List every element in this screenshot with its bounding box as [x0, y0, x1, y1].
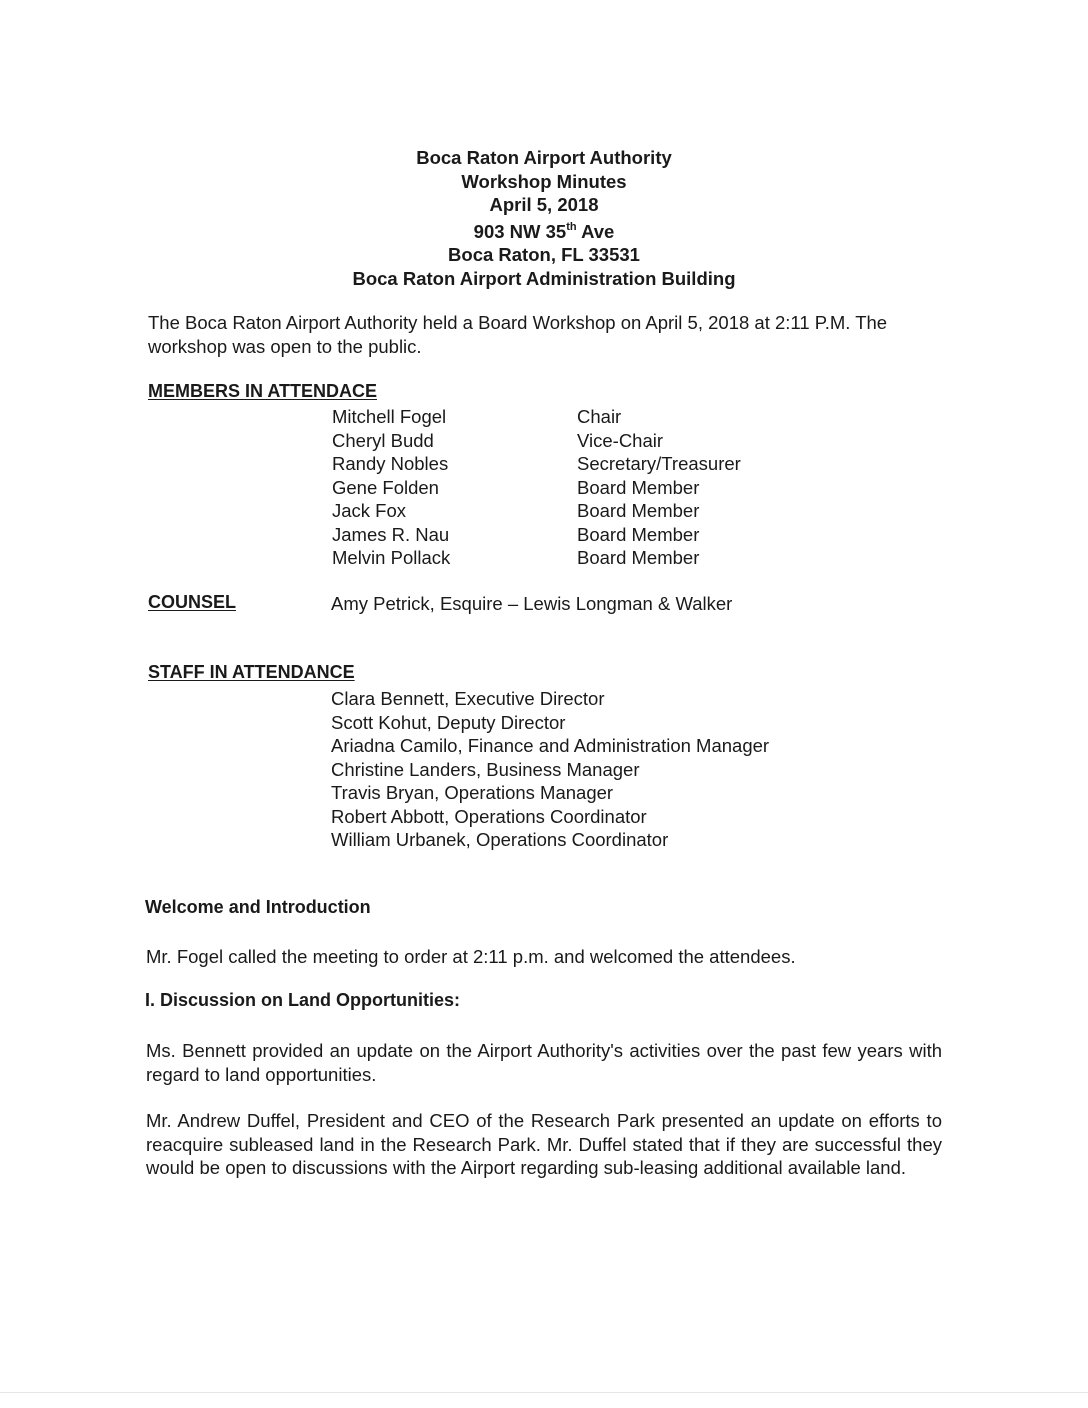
- welcome-heading: Welcome and Introduction: [145, 897, 371, 917]
- member-name: Melvin Pollack: [332, 547, 451, 568]
- document-header: [0, 146, 1088, 290]
- member-row: [332, 429, 832, 453]
- staff-item: Clara Bennett, Executive Director: [331, 688, 605, 709]
- page-bottom-divider: [0, 1392, 1088, 1393]
- header-address-main: 903 NW 35: [473, 220, 567, 242]
- header-address-sup: th: [566, 220, 577, 233]
- header-address: [0, 217, 1088, 244]
- header-organization: Boca Raton Airport Authority: [416, 147, 672, 168]
- welcome-paragraph: Mr. Fogel called the meeting to order at 2:11 p.m. and welcomed the attendees.: [146, 946, 796, 967]
- staff-item: William Urbanek, Operations Coordinator: [331, 829, 669, 850]
- member-role: Board Member: [577, 523, 700, 545]
- member-row: [332, 452, 832, 476]
- staff-item: Ariadna Camilo, Finance and Administration Manager: [331, 735, 770, 756]
- staff-item: Travis Bryan, Operations Manager: [331, 782, 614, 803]
- member-name: Cheryl Budd: [332, 429, 434, 451]
- member-row: [332, 499, 832, 523]
- member-row: [332, 405, 832, 429]
- member-role: Vice-Chair: [577, 429, 664, 451]
- discussion-heading: I. Discussion on Land Opportunities:: [145, 990, 461, 1010]
- header-document-type: Workshop Minutes: [461, 170, 627, 192]
- staff-item: Scott Kohut, Deputy Director: [331, 711, 566, 733]
- counsel-text: Amy Petrick, Esquire – Lewis Longman & Walker: [331, 593, 733, 614]
- counsel-heading: COUNSEL: [148, 592, 237, 612]
- staff-heading: STAFF IN ATTENDANCE: [148, 662, 355, 682]
- header-city: Boca Raton, FL 33531: [448, 244, 640, 266]
- member-role: Board Member: [577, 500, 700, 521]
- member-name: Randy Nobles: [332, 453, 449, 474]
- member-row: [332, 523, 832, 547]
- member-role: Board Member: [577, 476, 700, 498]
- member-name: James R. Nau: [332, 523, 450, 545]
- header-building: Boca Raton Airport Administration Building: [352, 267, 736, 289]
- member-name: Gene Folden: [332, 476, 439, 498]
- discussion-paragraph-2: Mr. Andrew Duffel, President and CEO of the Research Park presented an update on efforts to reacquire subleased land in the Research Park. Mr. Duffel stated that if they are successful they would be open to discussions with the Airport regarding sub-leasing additional available land.: [146, 1110, 942, 1178]
- members-list: [332, 405, 832, 570]
- members-heading: MEMBERS IN ATTENDACE: [148, 381, 377, 401]
- header-date: April 5, 2018: [489, 194, 599, 215]
- discussion-paragraph-1: Ms. Bennett provided an update on the Airport Authority's activities over the past few years with regard to land opportunities.: [146, 1040, 942, 1085]
- staff-item: Robert Abbott, Operations Coordinator: [331, 805, 647, 827]
- member-name: Mitchell Fogel: [332, 406, 447, 427]
- header-address-end: Ave: [576, 220, 615, 242]
- staff-item: Christine Landers, Business Manager: [331, 758, 640, 780]
- intro-paragraph: The Boca Raton Airport Authority held a Board Workshop on April 5, 2018 at 2:11 P.M. The workshop was open to the public.: [148, 312, 888, 357]
- member-row: [332, 476, 832, 500]
- member-name: Jack Fox: [332, 500, 407, 521]
- member-row: [332, 546, 832, 570]
- member-role: Secretary/Treasurer: [577, 453, 741, 474]
- member-role: Board Member: [577, 547, 700, 568]
- member-role: Chair: [577, 406, 622, 427]
- staff-list: [331, 687, 769, 852]
